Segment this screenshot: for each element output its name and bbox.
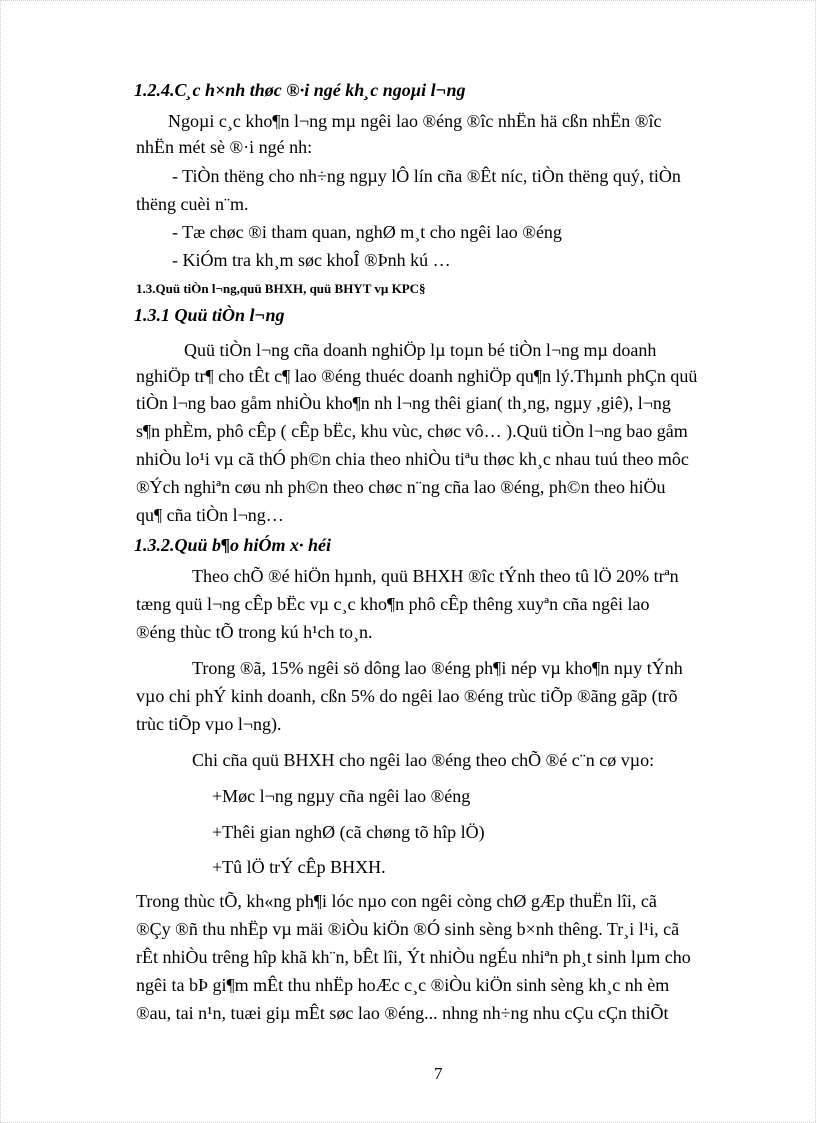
paragraph-line: nhËn mét sè ®·i ngé nh: (136, 137, 313, 157)
page-number: 7 (434, 1064, 443, 1083)
list-item: +Thêi gian nghØ (cã chøng tõ hîp lÖ) (212, 822, 485, 842)
paragraph-line: ®Ých nghiªn cøu nh ph©n theo chøc n¨ng cña lao ®éng, ph©n theo hiÖu (136, 477, 666, 497)
paragraph-line: nghiÖp tr¶ cho tÊt c¶ lao ®éng thuéc doanh nghiÖp qu¶n lý.Thµnh phÇn quü (136, 366, 698, 386)
paragraph-line: tæng quü l¬ng cÊp bËc vµ c¸c kho¶n phô cÊp thêng xuyªn cña ngêi lao (136, 594, 650, 614)
paragraph-line: s¶n phÈm, phô cÊp ( cÊp bËc, khu vùc, chøc vô… ).Quü tiÒn l¬ng bao gåm (136, 421, 688, 441)
paragraph-line: nhiÒu lo¹i vµ cã thÓ ph©n chia theo nhiÒu tiªu thøc kh¸c nhau tuú theo môc (136, 449, 689, 469)
paragraph-line: ®éng thùc tÕ trong kú h¹ch to¸n. (136, 622, 373, 642)
paragraph-line: ®au, tai n¹n, tuæi giµ mÊt søc lao ®éng... nhng nh÷ng nhu cÇu cÇn thiÕt (136, 1003, 669, 1023)
paragraph-line: rÊt nhiÒu trêng hîp khã kh¨n, bÊt lîi, Ýt nhiÒu ngÉu nhiªn ph¸t sinh lµm cho (136, 947, 691, 967)
paragraph-line: ®Çy ®ñ thu nhËp vµ mäi ®iÒu kiÖn ®Ó sinh sèng b×nh thêng. Tr¸i l¹i, cã (136, 919, 680, 939)
list-item: +Møc l¬ng ngµy cña ngêi lao ®éng (212, 786, 471, 806)
paragraph-line: tiÒn l¬ng bao gåm nhiÒu kho¶n nh l¬ng thêi gian( th¸ng, ngµy ,giê), l¬ng (136, 393, 671, 413)
paragraph-line: trùc tiÕp vµo l¬ng). (136, 714, 282, 734)
bullet-item: - TiÒn thëng cho nh÷ng ngµy lÔ lín cña ®Êt níc, tiÒn thëng quý, tiÒn (172, 166, 681, 186)
list-item: +Tû lÖ trÝ cÊp BHXH. (212, 857, 386, 877)
paragraph-line: Trong thùc tÕ, kh«ng ph¶i lóc nµo con ngêi còng chØ gÆp thuËn lîi, cã (136, 891, 657, 911)
bullet-item: - Tæ chøc ®i tham quan, nghØ m¸t cho ngêi lao ®éng (172, 222, 562, 242)
paragraph-line: vµo chi phÝ kinh doanh, cßn 5% do ngêi lao ®éng trùc tiÕp ®ãng gãp (trõ (136, 686, 678, 706)
paragraph-line: qu¶ cña tiÒn l¬ng… (136, 505, 284, 525)
bullet-item-continued: thëng cuèi n¨m. (136, 194, 249, 214)
section-heading-1-3-1: 1.3.1 Quü tiÒn l¬ng (134, 305, 285, 325)
paragraph-line: ngêi ta bÞ gi¶m mÊt thu nhËp hoÆc c¸c ®iÒu kiÖn sinh sèng kh¸c nh èm (136, 975, 670, 995)
paragraph-line: Quü tiÒn l¬ng cña doanh nghiÖp lµ toµn bé tiÒn l¬ng mµ doanh (184, 340, 657, 360)
bullet-item: - KiÓm tra kh¸m søc khoÎ ®Þnh kú … (172, 250, 451, 270)
paragraph-line: Chi cña quü BHXH cho ngêi lao ®éng theo chÕ ®é c¨n cø vµo: (192, 750, 655, 770)
section-heading-1-3: 1.3.Quü tiÒn l¬ng,quü BHXH, quü BHYT vµ KPC§ (136, 281, 426, 296)
paragraph-line: Trong ®ã, 15% ngêi sö dông lao ®éng ph¶i nép vµ kho¶n nµy tÝnh (192, 658, 683, 678)
section-heading-1-2-4: 1.2.4.C¸c h×nh thøc ®·i ngé kh¸c ngoµi l¬ng (134, 80, 466, 100)
section-heading-1-3-2: 1.3.2.Quü b¶o hiÓm x· héi (134, 535, 332, 555)
paragraph-line: Ngoµi c¸c kho¶n l¬ng mµ ngêi lao ®éng ®îc nhËn hä cßn nhËn ®îc (168, 111, 662, 131)
paragraph-line: Theo chÕ ®é hiÖn hµnh, quü BHXH ®îc tÝnh theo tû lÖ 20% trªn (192, 566, 679, 586)
